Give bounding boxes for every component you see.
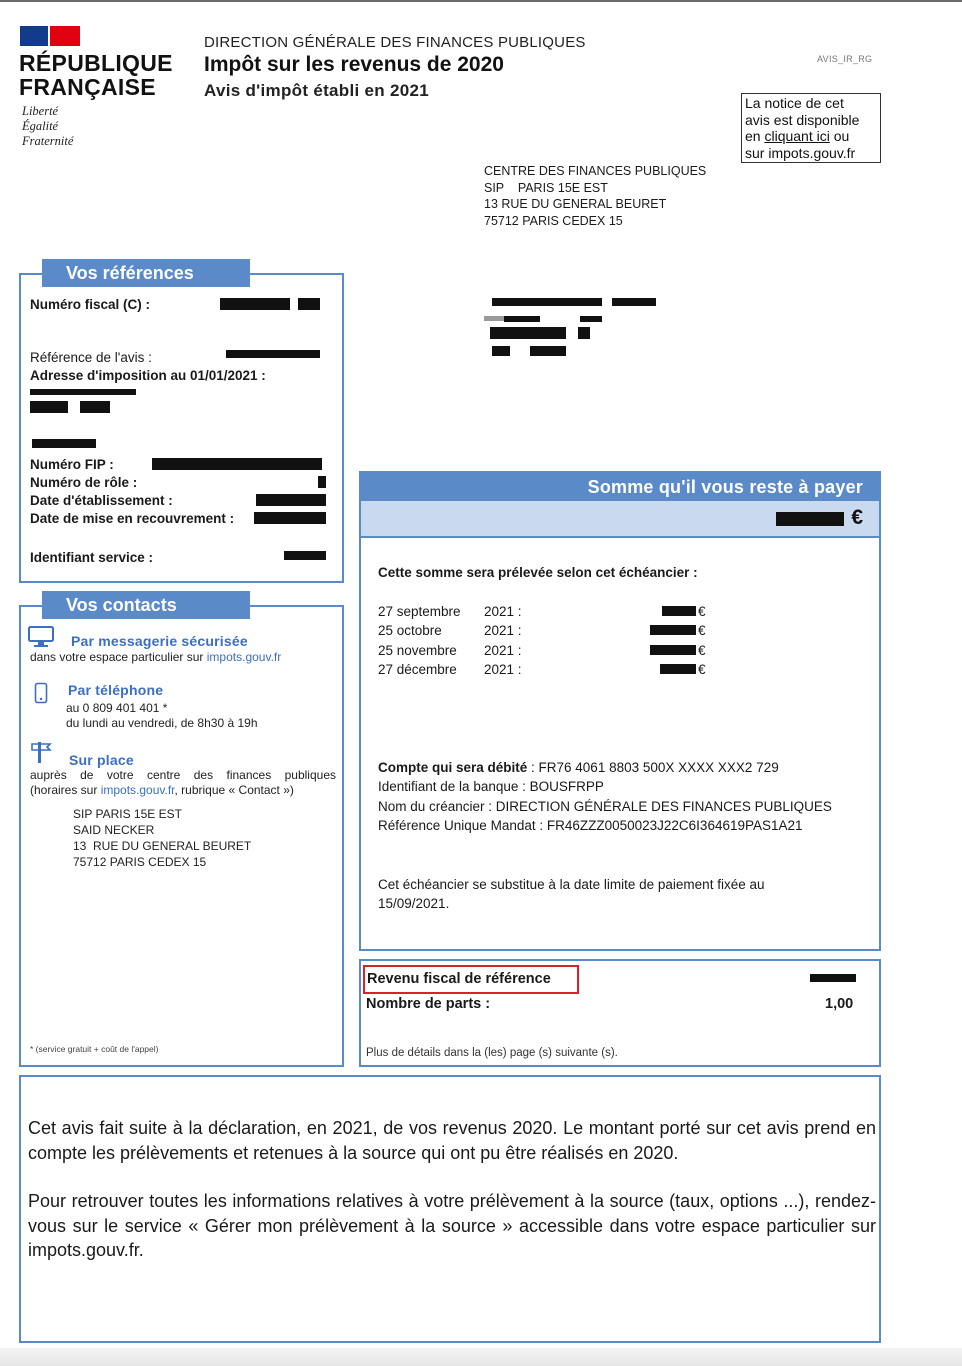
date-recouvrement-redacted [254,512,326,524]
sur-place-title: Sur place [69,752,134,768]
notice-line3-suffix: ou [829,128,850,144]
payment-amount-currency: € [851,506,863,529]
form-code: AVIS_IR_RG [817,54,873,64]
payment-title: Somme qu'il vous reste à payer [361,473,879,501]
reference-avis-label: Référence de l'avis : [30,350,152,365]
rfr-details: Plus de détails dans la (les) page (s) suivante (s). [366,1047,618,1059]
schedule-year: 2021 : [484,662,522,677]
centre-line2: SIP PARIS 15E EST [484,180,608,195]
sur-place-line1: auprès de votre centre des finances publiques [30,768,336,782]
message-paragraph1: Cet avis fait suite à la déclaration, en 2021, de vos revenus 2020. Le montant porté sur cet avis prend en compte les prélèvements et retenues à la source qui ont pu être réalisés en 2020. [28,1118,876,1163]
schedule-note-line1: Cet échéancier se substitue à la date limite de paiement fixée au [378,877,765,892]
date-etablissement-label: Date d'établissement : [30,493,173,508]
creancier-name: Nom du créancier : DIRECTION GÉNÉRALE DES FINANCES PUBLIQUES [378,799,832,814]
schedule-note-line2: 15/09/2021. [378,896,450,911]
schedule-currency: € [698,643,706,658]
messagerie-text-prefix: dans votre espace particulier sur [30,650,207,664]
numero-fiscal-label: Numéro fiscal (C) : [30,297,151,312]
schedule-currency: € [698,662,706,677]
schedule-date: 27 septembre [378,604,461,619]
schedule-year: 2021 : [484,643,522,658]
republique-francaise-logo [19,51,173,99]
payment-amount-bar [361,501,879,536]
banque-identifiant: Identifiant de la banque : BOUSFRPP [378,779,604,794]
administration-name: DIRECTION GÉNÉRALE DES FINANCES PUBLIQUES [204,34,586,51]
compte-debite-value: : FR76 4061 8803 500X XXXX XXX2 729 [527,760,779,775]
adresse-imposition-label: Adresse d'imposition au 01/01/2021 : [30,368,266,383]
messagerie-link[interactable]: impots.gouv.fr [206,650,282,664]
identifiant-service-label: Identifiant service : [30,550,154,565]
references-box [19,273,344,583]
compte-debite [378,760,779,775]
motto-liberte: Liberté [22,104,59,118]
schedule-amount-redacted [650,625,696,635]
notice-link[interactable]: cliquant ici [764,128,830,144]
schedule-date: 25 novembre [378,643,457,658]
page-subtitle: Avis d'impôt établi en 2021 [204,81,430,100]
references-tab: Vos références [42,259,250,287]
contact-footnote: * (service gratuit + coût de l'appel) [30,1044,159,1054]
sur-place-line2-prefix: (horaires sur [30,783,101,797]
messagerie-text [30,649,281,665]
parts-value: 1,00 [825,996,854,1012]
identifiant-service-redacted [284,551,326,560]
rfr-value-redacted [810,974,856,982]
parts-label: Nombre de parts : [366,996,491,1012]
sur-place-line2 [30,782,294,798]
rfr-label: Revenu fiscal de référence [367,971,551,987]
schedule-amount-redacted [650,645,696,655]
motto-egalite: Égalité [22,119,59,133]
schedule-amount-redacted [660,664,696,674]
notice-line1: La notice de cet [745,95,844,111]
logo-line1: RÉPUBLIQUE [19,50,173,76]
schedule-date: 25 octobre [378,623,442,638]
numero-role-redacted [318,476,326,488]
schedule-title: Cette somme sera prélevée selon cet échéancier : [378,565,698,580]
contact-address-line2: SAID NECKER [73,823,155,837]
schedule-year: 2021 : [484,604,522,619]
schedule-amount-redacted [662,606,696,616]
logo-line2: FRANÇAISE [19,74,156,100]
page-bottom-shadow [0,1348,962,1366]
notice-line3 [745,128,877,145]
contacts-tab: Vos contacts [42,591,250,619]
payment-amount-redacted [776,512,844,526]
contact-address [73,806,251,870]
sur-place-link[interactable]: impots.gouv.fr [100,783,175,797]
compte-debite-label: Compte qui sera débité [378,760,528,775]
contact-address-line3: 13 RUE DU GENERAL BEURET [73,839,252,853]
centre-line1: CENTRE DES FINANCES PUBLIQUES [484,164,707,178]
notice-box [741,93,881,163]
numero-fip-label: Numéro FIP : [30,457,114,472]
notice-line2: avis est disponible [745,111,860,128]
sur-place-line2-suffix: , rubrique « Contact ») [174,783,294,797]
logo-motto [22,104,73,149]
telephone-title: Par téléphone [68,682,164,698]
numero-role-label: Numéro de rôle : [30,475,138,490]
phone-icon [34,682,48,704]
centre-line3: 13 RUE DU GENERAL BEURET [484,197,667,211]
centre-line4: 75712 PARIS CEDEX 15 [484,213,623,228]
top-border [0,0,962,2]
location-sign-icon [30,740,52,764]
payment-separator [361,536,879,538]
schedule-year: 2021 : [484,623,522,638]
computer-icon [28,626,54,648]
telephone-number: au 0 809 401 401 * [66,701,168,715]
date-recouvrement-label: Date de mise en recouvrement : [30,511,235,526]
french-flag-logo [20,26,80,46]
schedule-currency: € [698,604,706,619]
message-paragraph2: Pour retrouver toutes les informations relatives à votre prélèvement à la source (taux, options ...), rendez-vous sur le service « Gérer mon prélèvement à la source » accessible dans votre espace particulier sur impots.gouv.fr. [28,1191,876,1260]
messagerie-title: Par messagerie sécurisée [71,633,248,649]
contact-address-line1: SIP PARIS 15E EST [73,807,182,821]
contact-address-line4: 75712 PARIS CEDEX 15 [73,855,207,869]
date-etablissement-redacted [256,494,326,506]
motto-fraternite: Fraternité [22,134,74,148]
schedule-date: 27 décembre [378,662,457,677]
numero-fip-redacted [152,458,322,470]
tax-centre-address [484,163,706,229]
telephone-hours: du lundi au vendredi, de 8h30 à 19h [66,716,258,730]
schedule-currency: € [698,623,706,638]
notice-line4: sur impots.gouv.fr [745,144,856,161]
page-title: Impôt sur les revenus de 2020 [204,53,504,76]
reference-unique-mandat: Référence Unique Mandat : FR46ZZZ0050023J22C6I364619PAS1A21 [378,818,803,833]
notice-line3-prefix: en [745,128,765,144]
reference-avis-redacted [226,350,320,358]
